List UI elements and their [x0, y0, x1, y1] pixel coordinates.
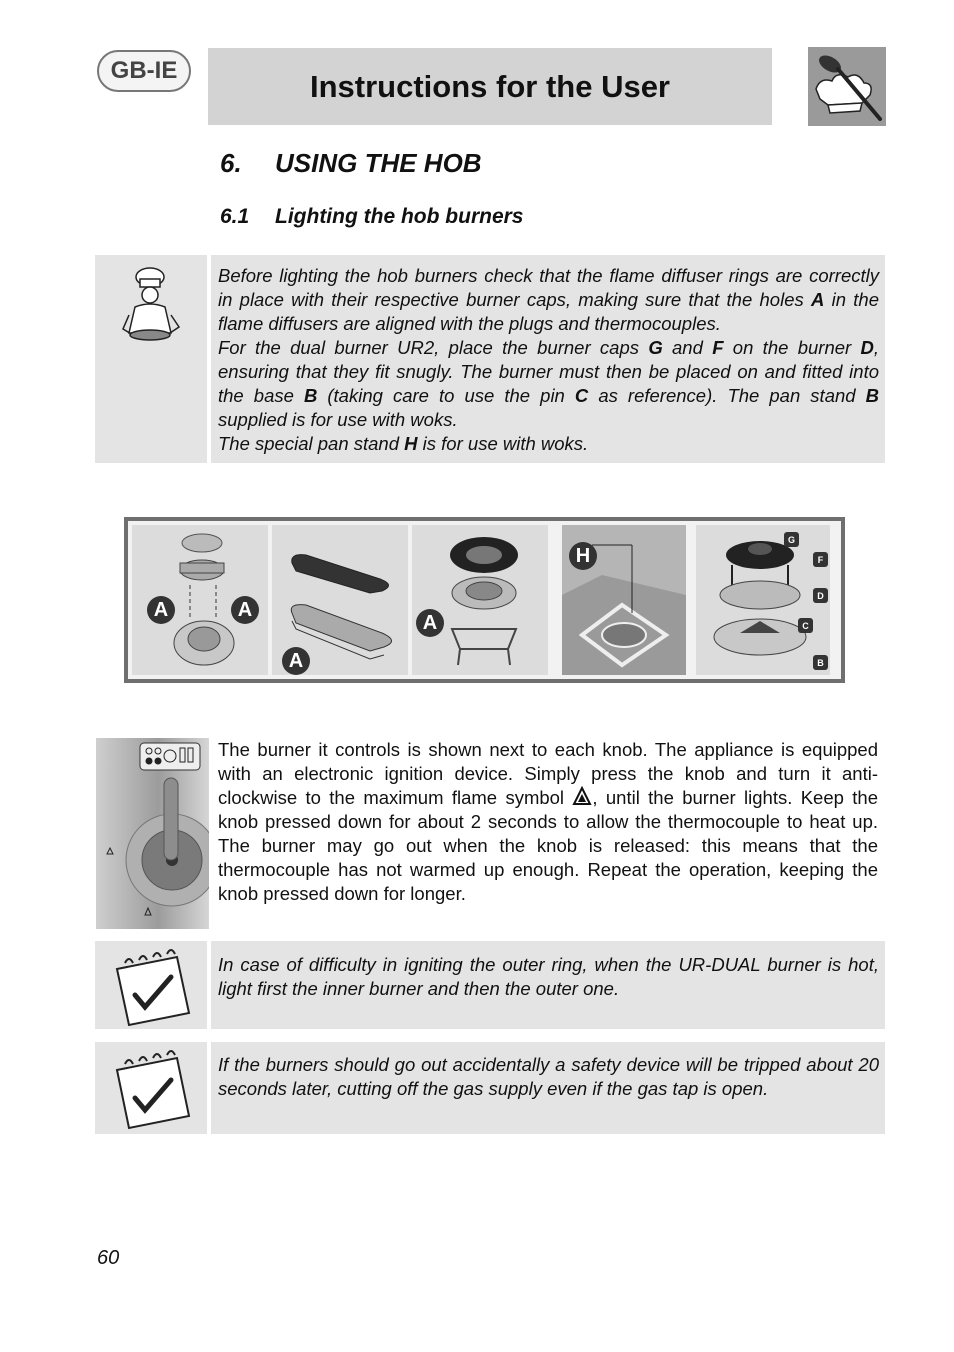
chef-icon [95, 255, 207, 463]
page-title: Instructions for the User [310, 68, 670, 104]
knob-paragraph: The burner it controls is shown next to each knob. The appliance is equipped with an electronic ignition device. Simply press the knob and turn it anti-clockwise to the maximum flame symbol , until the burner lights. Keep the knob pressed down for about 2 seconds to allow the thermocouple to heat up. The burner may go out when the knob is released: this means that the thermocouple has not warmed up enough. Repeat the operation, keeping the knob pressed down for longer. [218, 739, 878, 904]
figure-panel-4 [562, 525, 686, 675]
note1-text-cell [211, 941, 885, 1029]
spoon-hat-logo-icon [808, 47, 886, 126]
knob-illustration [96, 738, 209, 929]
note2-paragraph: If the burners should go out accidentally a safety device will be tripped about 20 seconds later, cutting off the gas supply even if the gas tap is open. [218, 1054, 879, 1099]
subsection-heading: 6.1 Lighting the hob burners [220, 205, 524, 228]
label-a: A [147, 596, 175, 624]
notepad-check-icon [95, 1042, 207, 1134]
figure-panel-5 [696, 525, 830, 675]
label-g: G [784, 532, 799, 547]
figure-panel-1 [132, 525, 268, 675]
note-icon-cell [95, 941, 207, 1029]
flame-symbol-icon [572, 786, 592, 806]
chef-icon-cell [95, 255, 207, 463]
label-a: A [231, 596, 259, 624]
page-number: 60 [97, 1247, 120, 1269]
note2-text-cell [211, 1042, 885, 1134]
burner-figure-strip [124, 517, 845, 683]
label-a: A [282, 647, 310, 675]
header-title-bar [208, 48, 772, 125]
figure-panel-2 [272, 525, 408, 675]
label-c: C [798, 618, 813, 633]
label-f: F [813, 552, 828, 567]
section-heading: 6. USING THE HOB [220, 148, 482, 178]
note1-paragraph: In case of difficulty in igniting the outer ring, when the UR-DUAL burner is hot, light first the inner burner and then the outer one. [218, 954, 879, 999]
note-icon-cell [95, 1042, 207, 1134]
label-d: D [813, 588, 828, 603]
label-a: A [416, 609, 444, 637]
figure-panel-3 [412, 525, 548, 675]
region-badge: GB-IE [97, 50, 191, 92]
notepad-check-icon [95, 941, 207, 1029]
warning-paragraph: Before lighting the hob burners check that the flame diffuser rings are correctly in place with their respective burner caps, making sure that the holes A in the flame diffusers are aligned with the plugs and thermocouples. For the dual burner UR2, place the burner caps G and F on the burner D, ensuring that they fit snugly. The burner must then be placed on and fitted into the base B (taking care to use the pin C as reference). The pan stand B supplied is for use with woks. The special pan stand H is for use with woks. [218, 265, 880, 454]
label-h: H [569, 542, 597, 570]
warning-text-cell [211, 255, 885, 463]
label-b: B [813, 655, 828, 670]
